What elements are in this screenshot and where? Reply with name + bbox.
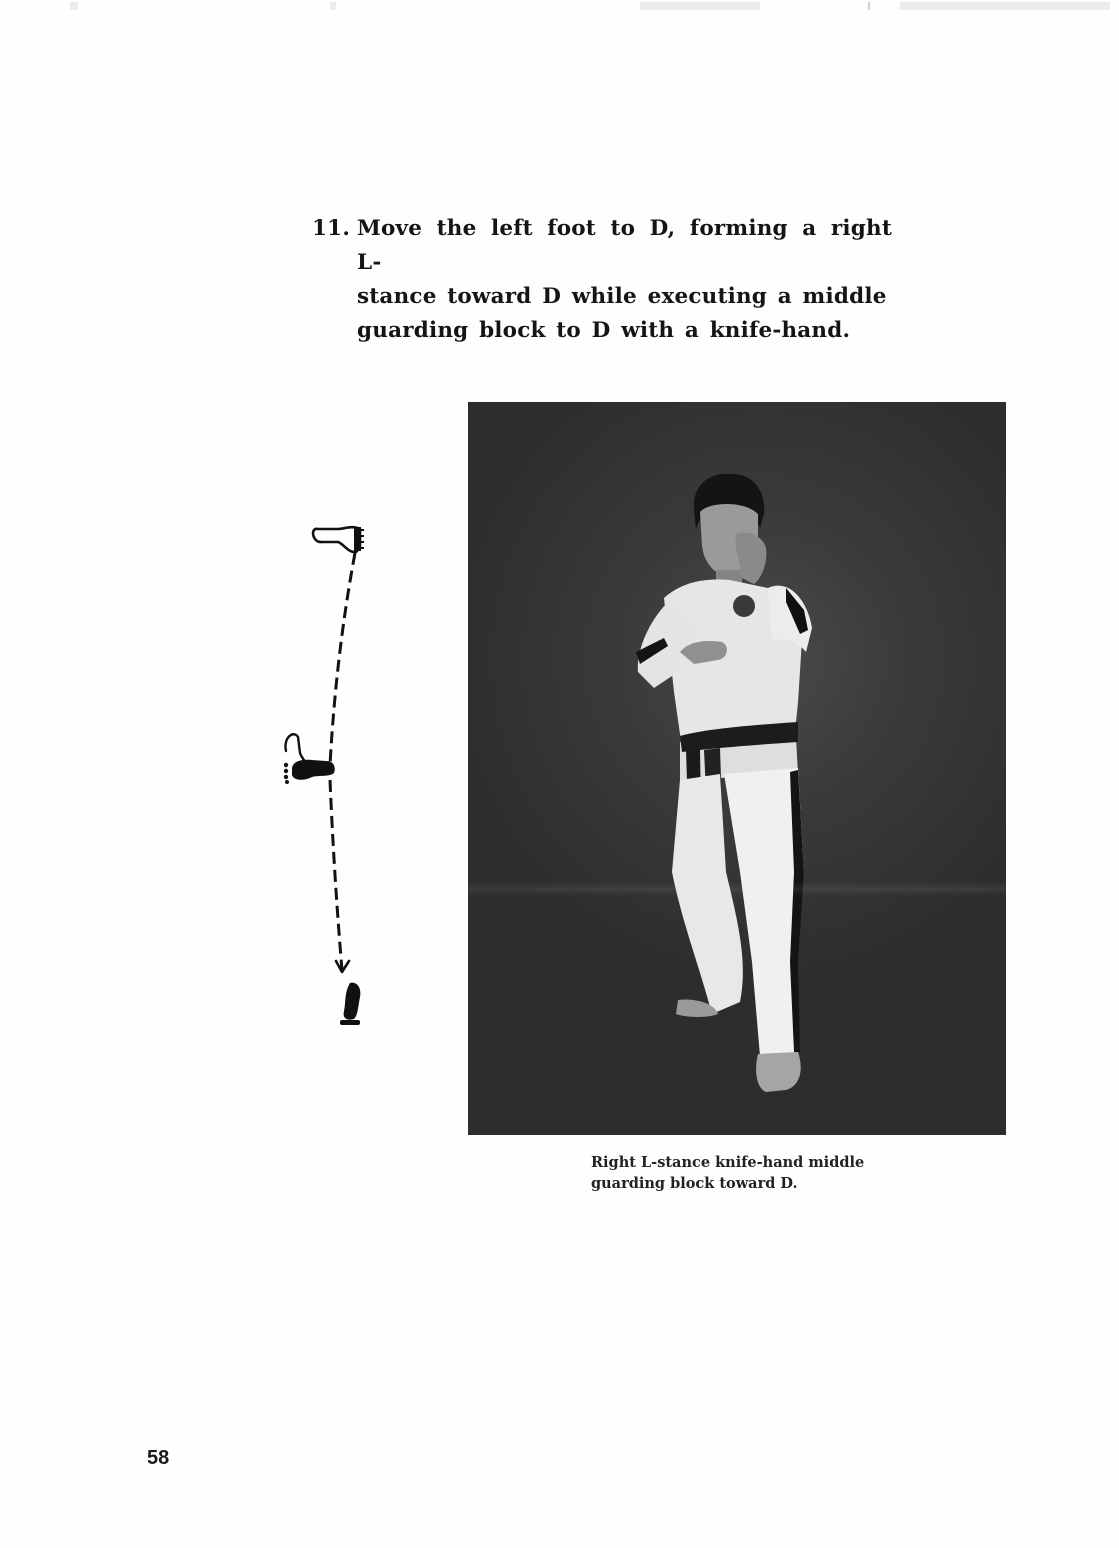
martial-artist-figure [636,474,812,1092]
filled-foot-end-icon [340,983,360,1025]
page-number: 58 [147,1447,170,1469]
filled-foot-pivot-icon [284,760,335,784]
instruction-step [312,212,892,348]
step-number: 11. [312,216,351,241]
step-text-line-2: stance toward D while executing a middle [357,284,887,309]
caption-line-2: guarding block toward D. [591,1175,798,1192]
dashed-path-icon [330,553,355,765]
footprint-diagram [270,515,390,1035]
step-text-line-3: guarding block to D with a knife-hand. [357,318,851,343]
dashed-path-lower-icon [330,780,342,970]
technique-photograph [468,402,1006,1135]
scan-marks [0,0,1119,14]
step-text-line-1: Move the left foot to D, forming a right L- [357,216,892,275]
photo-caption [591,1152,931,1194]
outline-foot-start-icon [313,527,364,552]
caption-line-1: Right L-stance knife-hand middle [591,1154,865,1171]
